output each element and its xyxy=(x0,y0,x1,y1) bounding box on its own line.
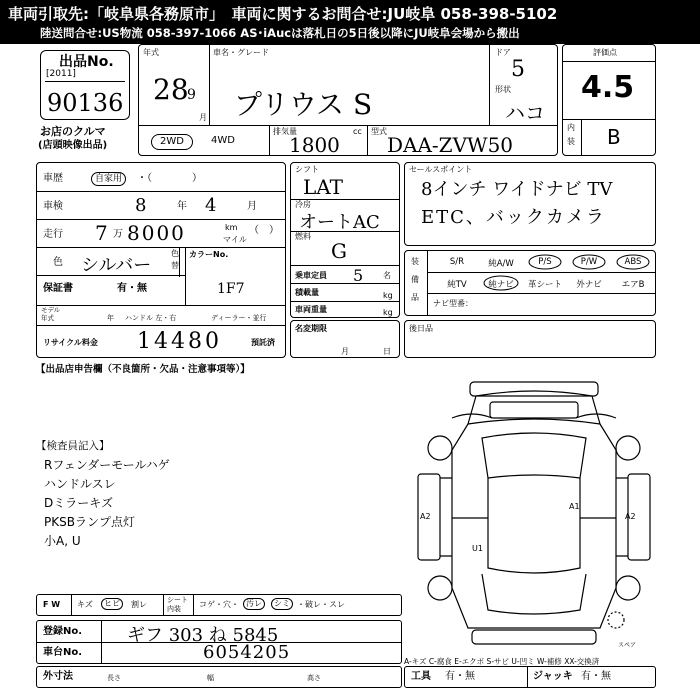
chassis-value: 6054205 xyxy=(203,642,291,663)
drive-4wd: 4WD xyxy=(211,135,235,146)
damage-mark-a1: A1 xyxy=(569,502,580,511)
fuel-value: G xyxy=(331,239,347,263)
notes-header: 【出品店申告欄（不良箇所・欠品・注意事項等）】 xyxy=(36,364,250,375)
equip-power-windows: P/W xyxy=(580,257,598,267)
vehicle-info-box: 年式 28 9 月 車名・グレード プリウス S ドア 5 形状 ハコ 2WD 4WD 排気量 1800 cc 型式 DAA-ZVW50 xyxy=(138,44,558,156)
inspector-note-1: Rフェンダーモールハゲ xyxy=(44,458,170,472)
name-grade-label: 車名・グレード xyxy=(213,48,269,57)
shape-label: 形状 xyxy=(495,85,511,94)
recycle-label: リサイクル料金 xyxy=(43,338,98,347)
history-circled: 自家用 xyxy=(91,172,126,186)
displacement-label: 排気量 xyxy=(273,127,297,136)
registration-value: ギフ 303 ね 5845 xyxy=(127,625,279,646)
equip-abs: ABS xyxy=(624,257,642,267)
auction-header xyxy=(0,0,700,44)
interior-score-value: B xyxy=(607,125,621,149)
vehicle-details-box: 車歴 自家用 ・（ ） 車検 8 年 4 月 走行 7 万 8000 km マイル （ ） 色 シルバー 色 替 カラーNo. 1F7 保証書 有・無 モデル 年式 年 ハンドル 左・右 ディーラー・並行 リサイクル料金 14480 預託済 xyxy=(36,162,286,358)
warranty-label: 保証書 xyxy=(43,283,73,294)
month-value: 9 xyxy=(187,87,196,103)
car-damage-diagram xyxy=(412,378,656,652)
name-change-box: 名変期限 月 日 xyxy=(290,320,400,358)
history-label: 車歴 xyxy=(43,173,63,184)
displacement-value: 1800 xyxy=(289,133,340,157)
mileage-label: 走行 xyxy=(43,229,63,240)
sales-point-line-1: 8インチ ワイドナビ TV xyxy=(421,179,613,200)
equip-oem-navi: 純ナビ xyxy=(488,280,514,290)
handle-options: ハンドル 左・右 xyxy=(125,314,177,322)
chassis-label: 車台No. xyxy=(43,647,83,658)
color-value: シルバー xyxy=(81,255,152,276)
damage-legend: A-キズ C-腐食 E-エクボ S-サビ U-凹ミ W-補修 XX-交換済 xyxy=(404,657,600,666)
shape-value: ハコ xyxy=(505,101,545,125)
equip-aftermarket-navi: 外ナビ xyxy=(576,280,602,290)
equip-leather-seat: 革シート xyxy=(527,280,562,290)
year-value: 28 xyxy=(153,73,189,106)
drive-2wd: 2WD xyxy=(151,134,193,150)
color-label: 色 xyxy=(53,257,63,268)
registration-box xyxy=(36,620,402,664)
listing-number-label: 出品No. xyxy=(59,54,114,70)
navi-type-label: ナビ型番： xyxy=(433,299,473,308)
after-delivery-box: 後日品 xyxy=(404,320,656,358)
inspection-month: 4 xyxy=(205,195,217,216)
equipment-circles xyxy=(427,251,657,315)
door-value: 5 xyxy=(511,57,525,82)
equip-sr: S/R xyxy=(449,257,465,267)
shop-label: お店のクルマ xyxy=(40,125,106,138)
fw-interior-box: F W キズ ヒビ 割レ シート 内装 コゲ・穴・ 汚レ シミ ・破レ・スレ xyxy=(36,594,402,616)
capacity-value: 5 xyxy=(353,266,364,285)
equip-alloy-wheels: 純A/W xyxy=(488,259,514,269)
spec-box: シフト LAT 冷房 オートAC 燃料 G 乗車定員 5 名 積載量 kg 車両重量 kg xyxy=(290,162,400,318)
listing-year-stamp: [2011] xyxy=(46,69,76,79)
damage-mark-a2-left: A2 xyxy=(420,512,431,521)
year-label: 年式 xyxy=(143,48,159,57)
inspector-note-2: ハンドルスレ xyxy=(44,477,116,491)
equip-oem-tv: 純TV xyxy=(447,280,467,290)
dealer-options: ディーラー・並行 xyxy=(211,314,267,322)
mileage-value: 8000 xyxy=(127,221,186,245)
spare-label: スペア xyxy=(618,642,637,649)
registration-label: 登録No. xyxy=(43,626,83,637)
header-line-2: 陸送問合せ:US物流 058-397-1066 AS･iAucは落札日の5日後以降にJU岐阜会場から搬出 xyxy=(40,26,520,40)
listing-number-value: 90136 xyxy=(47,89,124,117)
inspector-note-4: PKSBランプ点灯 xyxy=(44,515,135,529)
equip-power-steering: P/S xyxy=(538,257,552,267)
damage-mark-u1: U1 xyxy=(472,544,483,553)
inspector-note-5: 小A, U xyxy=(44,534,81,548)
model-value: DAA-ZVW50 xyxy=(387,133,514,157)
score-value: 4.5 xyxy=(581,70,635,105)
aircon-value: オートAC xyxy=(299,212,380,233)
shift-value: LAT xyxy=(303,175,343,199)
jack-options: 有・無 xyxy=(581,671,611,682)
shop-sub-label: (店頭映像出品) xyxy=(38,140,108,151)
car-name-value: プリウス S xyxy=(234,88,373,121)
mileage-man: 7 xyxy=(95,221,108,245)
inspection-year: 8 xyxy=(135,195,147,216)
equipment-box: 装 備 品 S/R 純A/W P/S P/W ABS 純TV 純ナビ 革シート 外ナビ エアB ナビ型番： xyxy=(404,250,656,316)
color-no-label: カラーNo. xyxy=(189,250,229,259)
score-box: 評価点 4.5 内 装 B xyxy=(562,44,656,156)
tools-box: 工具 有・無 ジャッキ 有・無 xyxy=(404,666,656,688)
listing-number-box xyxy=(40,50,130,120)
warranty-options: 有・無 xyxy=(117,283,147,294)
tools-options: 有・無 xyxy=(445,671,475,682)
header-line-1: 車両引取先:「岐阜県各務原市」 車両に関するお問合せ:JU岐阜 058-398-5102 xyxy=(8,5,558,23)
sales-point-line-2: ETC、バックカメラ xyxy=(421,207,606,228)
dimensions-box: 外寸法 長さ 幅 高さ xyxy=(36,666,402,688)
model-label: 型式 xyxy=(371,127,387,136)
equip-airbag: エアB xyxy=(621,280,645,290)
sales-point-box: セールスポイント 8インチ ワイドナビ TV ETC、バックカメラ xyxy=(404,162,656,246)
recycle-value: 14480 xyxy=(137,329,222,354)
inspector-header: 【検査員記入】 xyxy=(36,440,110,452)
score-label: 評価点 xyxy=(593,48,617,57)
inspection-label: 車検 xyxy=(43,201,63,212)
damage-mark-a2-right: A2 xyxy=(625,512,636,521)
color-no-value: 1F7 xyxy=(217,281,245,297)
door-label: ドア xyxy=(495,48,511,57)
inspector-note-3: Dミラーキズ xyxy=(44,496,114,510)
